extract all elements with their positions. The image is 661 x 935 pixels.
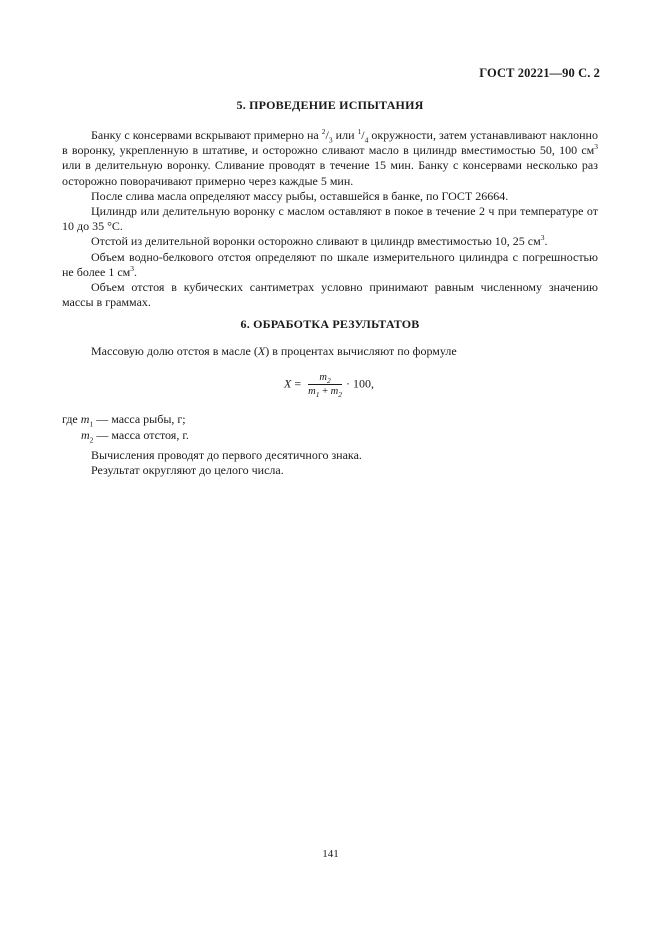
section-5-paragraph-6: Объем отстоя в кубических сантиметрах условно принимают равным численному значению массы в граммах. [62, 280, 598, 310]
formula-fraction: $\frac{m_2}{m_1 + m_2}$ [308, 372, 342, 400]
section-5-paragraph-4: Отстой из делительной воронки осторожно сливают в цилиндр вместимостью 10, 25 $см^3$. [91, 233, 548, 249]
section-5-body [62, 128, 598, 310]
section-6-paragraph-2: Вычисления проводят до первого десятичного знака. [91, 448, 362, 462]
section-5-title: 5. ПРОВЕДЕНИЕ ИСПЫТАНИЯ [236, 98, 424, 112]
section-5-paragraph-3: Цилиндр или делительную воронку с маслом оставляют в покое в течение 2 ч при температуре от 10 до 35 °С. [62, 204, 598, 234]
legend-line-1: где $m_1$ — масса рыбы, г; [62, 412, 186, 429]
section-6-paragraph-1: Массовую долю отстоя в масле (X) в процентах вычисляют по формуле [91, 344, 457, 358]
section-5-paragraph-2: После слива масла определяют массу рыбы, оставшейся в банке, по ГОСТ 26664. [91, 188, 509, 203]
section-6-title: 6. ОБРАБОТКА РЕЗУЛЬТАТОВ [240, 317, 420, 331]
section-6-intro [62, 344, 598, 359]
legend-line-2: $m_2$ — масса отстоя, г. [81, 428, 189, 445]
page-number: 141 [322, 848, 339, 860]
section-5-paragraph-5: Объем водно-белкового отстоя определяют по шкале измерительного цилиндра с погрешностью не более 1 $см^3$. [62, 249, 598, 279]
formula: X = $\frac{m_2}{m_1 + m_2}$ · 100, [284, 372, 374, 400]
section-6-paragraph-3: Результат округляют до целого числа. [91, 463, 284, 478]
section-5-paragraph-1: Банку с консервами вскрывают примерно на $^2/_3$ или $^1/_4$ окружности, затем устанавливают наклонно в воронку, укрепленную в штативе, и осторожно сливают масло в цилиндр вместимостью 50, 100 $см^3$ или в делительную воронку. Сливание проводят в течение 15 мин. Банку с консервами несколько раз осторожно поворачивают примерно через каждые 5 мин. [62, 127, 598, 188]
section-6-closing [62, 448, 598, 478]
formula-legend [62, 411, 189, 443]
standard-header: ГОСТ 20221—90 С. 2 [479, 66, 600, 80]
